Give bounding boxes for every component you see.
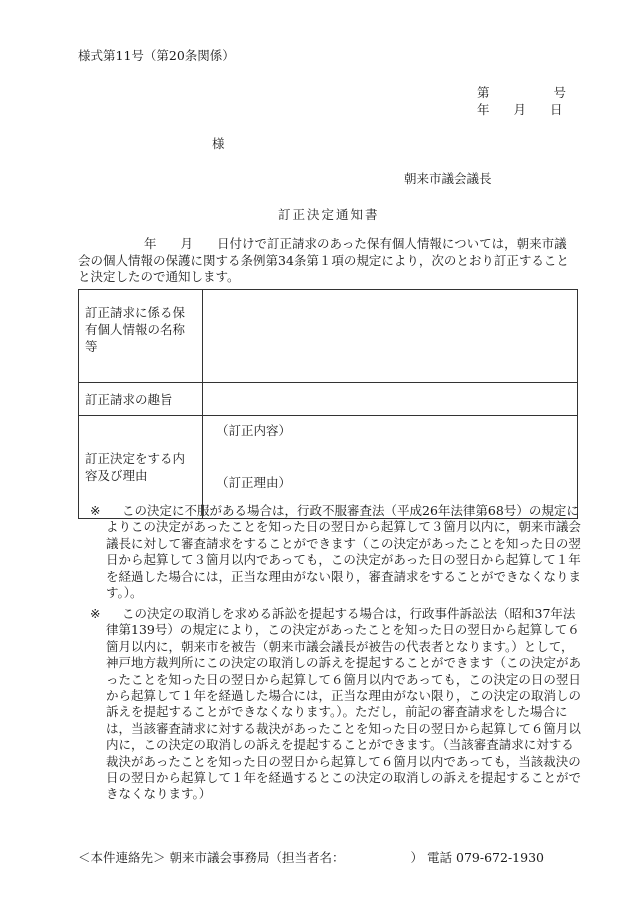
note-text: この決定の取消しを求める訴訟を提起する場合は，行政事件訴訟法（昭和37年法律第139号）の規定により，この決定があったことを知った日の翌日から起算して６箇月以内に，朝来市を被告（朝来市議会議長が被告の代表者となります。）として，神戸地方裁判所にこの決定の取消しの訴えを提起することができます（この決定があったことを知った日の翌日から起算して６箇月以内であっても，この決定の日の翌日から起算して１年を経過した場合には，正当な理由がない限り，この決定の取消しの訴えを提起することができなくなります。）。ただし，前記の審査請求をした場合には，当該審査請求に対する裁決があったことを知った日の翌日から起算して６箇月以内に，この決定の取消しの訴えを提起することができます。（当該審査請求に対する裁決があったことを知った日の翌日から起算して６箇月以内であっても，当該裁決の日の翌日から起算して１年を経過するとこの決定の取消しの訴えを提起することができなくなります。） — [106, 606, 582, 802]
date-month: 月 — [513, 102, 527, 117]
row-value-purport — [203, 383, 578, 416]
contact-label: ＜本件連絡先＞ — [78, 850, 166, 865]
date-day: 日 — [550, 102, 563, 117]
note-appeal — [90, 503, 584, 601]
sender-name: 朝来市議会議長 — [404, 171, 492, 186]
row-value-info-name — [203, 290, 578, 383]
intro-year: 年 — [144, 236, 157, 251]
doc-number-prefix: 第 — [477, 85, 490, 100]
contact-info — [78, 848, 544, 866]
note-lawsuit — [90, 606, 584, 803]
form-number: 様式第11号（第20条関係） — [78, 48, 235, 63]
intro-month: 月 — [180, 236, 194, 251]
decision-table — [78, 289, 578, 519]
correction-reason-label: （訂正理由） — [216, 475, 292, 490]
intro-paragraph — [78, 236, 578, 286]
date-year: 年 — [477, 102, 490, 117]
correction-content-label: （訂正内容） — [216, 423, 292, 438]
note-mark: ※ — [90, 503, 101, 518]
document-number — [477, 83, 566, 101]
document-date — [477, 100, 563, 118]
recipient-suffix: 様 — [212, 136, 225, 151]
table-row — [79, 383, 578, 416]
contact-phone: 079-672-1930 — [456, 850, 544, 865]
contact-phone-label: 電話 — [427, 850, 453, 865]
row-label-decision: 訂正決定をする内容及び理由 — [79, 416, 203, 519]
contact-office: 朝来市議会事務局（担当者名： — [169, 850, 345, 865]
doc-number-suffix: 号 — [553, 85, 567, 100]
row-label-info-name: 訂正請求に係る保有個人情報の名称等 — [79, 290, 203, 383]
contact-close-paren: ） — [410, 850, 424, 865]
note-text: この決定に不服がある場合は，行政不服審査法（平成26年法律第68号）の規定によりこの決定があったことを知った日の翌日から起算して３箇月以内に，朝来市議会議長に対して審査請求をすることができます（この決定があったことを知った日の翌日から起算して３箇月以内であっても，この決定があった日の翌日から起算して１年を経過した場合には，正当な理由がない限り，審査請求をすることができなくなります。）。 — [106, 503, 582, 601]
row-label-purport: 訂正請求の趣旨 — [79, 383, 203, 416]
document-title: 訂正決定通知書 — [278, 207, 380, 222]
note-mark: ※ — [90, 606, 101, 621]
intro-text: 日付けで訂正請求のあった保有個人情報については，朝来市議会の個人情報の保護に関する条例第34条第１項の規定により，次のとおり訂正することと決定したので通知します。 — [78, 236, 569, 284]
table-row — [79, 290, 578, 383]
